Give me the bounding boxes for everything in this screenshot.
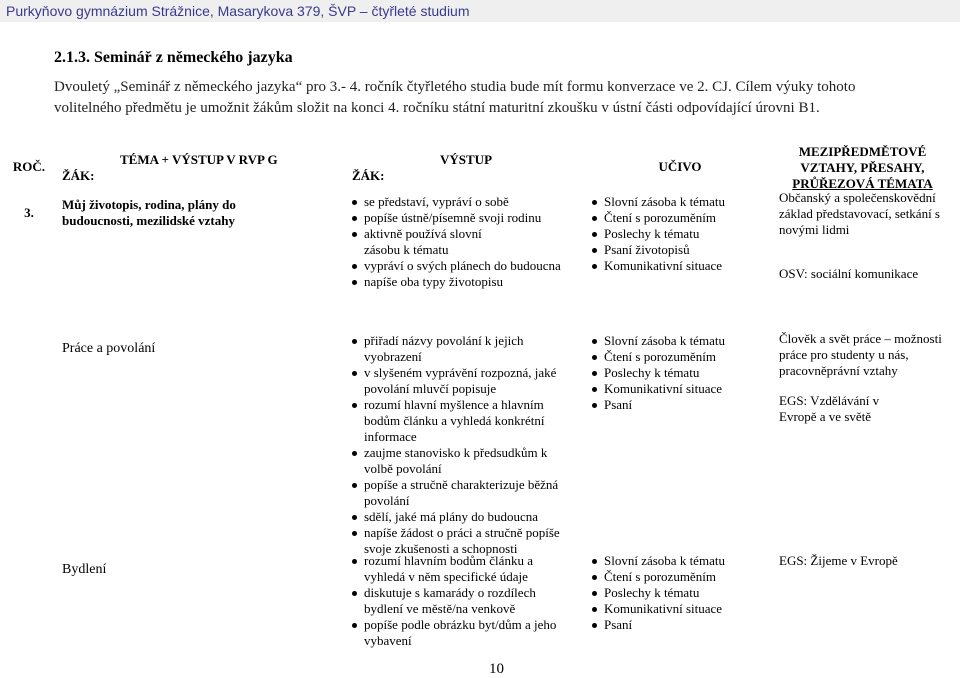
header-tema-line1: TÉMA + VÝSTUP V RVP G bbox=[120, 152, 278, 167]
list-item: aktivně používá slovní zásobu k tématu bbox=[352, 226, 484, 258]
page-number: 10 bbox=[489, 661, 504, 677]
row3-vystup-list bbox=[352, 553, 582, 649]
list-item: Psaní bbox=[592, 617, 762, 633]
header-vystup-line1: VÝSTUP bbox=[440, 152, 493, 167]
row1-vystup-list bbox=[352, 194, 582, 290]
list-item: vypráví o svých plánech do budoucna bbox=[352, 258, 582, 274]
header-mezi-line2: VZTAHY, PŘESAHY, bbox=[800, 160, 925, 175]
list-item: napíše žádost o práci a stručně popíše svoje zkušenosti a schopnosti bbox=[352, 525, 582, 557]
list-item: Poslechy k tématu bbox=[592, 585, 762, 601]
list-item: Čtení s porozuměním bbox=[592, 349, 762, 365]
list-item: se představí, vypráví o sobě bbox=[352, 194, 582, 210]
row3-mezi-1: EGS: Žijeme v Evropě bbox=[779, 553, 898, 568]
list-item: popíše podle obrázku byt/dům a jeho vybavení bbox=[352, 617, 569, 649]
row3-tema: Bydlení bbox=[62, 562, 107, 577]
list-item: Psaní bbox=[592, 397, 762, 413]
header-ucivo: UČIVO bbox=[658, 159, 702, 174]
list-item: popíše ústně/písemně svoji rodinu bbox=[352, 210, 582, 226]
list-item: Komunikativní situace bbox=[592, 381, 762, 397]
header-tema bbox=[62, 152, 322, 184]
list-item: Slovní zásoba k tématu bbox=[592, 333, 762, 349]
list-item: Komunikativní situace bbox=[592, 601, 762, 617]
list-item: Čtení s porozuměním bbox=[592, 569, 762, 585]
header-rocnik: ROČ. bbox=[12, 159, 46, 174]
row2-vystup-list bbox=[352, 333, 582, 557]
row2-mezi-1: Člověk a svět práce – možnosti práce pro studenty u nás, pracovněprávní vztahy bbox=[779, 331, 942, 378]
header-text: Purkyňovo gymnázium Strážnice, Masarykova 379, ŠVP – čtyřleté studium bbox=[6, 3, 470, 19]
list-item: napíše oba typy životopisu bbox=[352, 274, 582, 290]
list-item: Poslechy k tématu bbox=[592, 226, 762, 242]
list-item: Čtení s porozuměním bbox=[592, 210, 762, 226]
list-item: přiřadí názvy povolání k jejich vyobrazení bbox=[352, 333, 549, 365]
list-item: rozumí hlavním bodům článku a vyhledá v něm specifické údaje bbox=[352, 553, 564, 585]
row1-rocnik: 3. bbox=[24, 205, 34, 220]
list-item: popíše a stručně charakterizuje běžná povolání bbox=[352, 477, 582, 509]
row2-ucivo-list bbox=[592, 333, 762, 413]
list-item: diskutuje s kamarády o rozdílech bydlení ve městě/na venkově bbox=[352, 585, 564, 617]
header-mezi-line3: PRŮŘEZOVÁ TÉMATA bbox=[792, 176, 933, 191]
list-item: rozumí hlavní myšlence a hlavním bodům článku a vyhledá konkrétní informace bbox=[352, 397, 569, 445]
row2-tema: Práce a povolání bbox=[62, 341, 156, 356]
list-item: Slovní zásoba k tématu bbox=[592, 553, 762, 569]
intro-paragraph: Dvouletý „Seminář z německého jazyka“ pro 3.- 4. ročník čtyřletého studia bude mít formu konverzace ve 2. CJ. Cílem výuky tohoto volitelného předmětu je umožnit žákům složit na konci 4. ročníku státní maturitní zkoušku v ústní části odpovídající úrovni B1. bbox=[54, 79, 856, 116]
row1-mezi-1: Občanský a společenskovědní základ představovací, setkání s novými lidmi bbox=[779, 190, 940, 237]
list-item: Psaní životopisů bbox=[592, 242, 762, 258]
row1-ucivo-list bbox=[592, 194, 762, 274]
list-item: Poslechy k tématu bbox=[592, 365, 762, 381]
header-mezi-line1: MEZIPŘEDMĚTOVÉ bbox=[798, 144, 927, 159]
row3-ucivo-list bbox=[592, 553, 762, 633]
header-vystup-line2: ŽÁK: bbox=[352, 168, 385, 183]
row1-mezi-2: OSV: sociální komunikace bbox=[779, 266, 919, 281]
header-mezi bbox=[770, 144, 955, 192]
header-vystup bbox=[352, 152, 582, 184]
row2-mezi-2: EGS: Vzdělávání v Evropě a ve světě bbox=[779, 393, 880, 424]
list-item: v slyšeném vyprávění rozpozná, jaké povolání mluvčí popisuje bbox=[352, 365, 582, 397]
section-title: 2.1.3. Seminář z německého jazyka bbox=[54, 49, 293, 66]
list-item: zaujme stanovisko k předsudkům k volbě povolání bbox=[352, 445, 564, 477]
row1-tema: Můj životopis, rodina, plány do budoucnosti, mezilidské vztahy bbox=[62, 197, 236, 228]
page-header bbox=[0, 0, 960, 22]
list-item: sdělí, jaké má plány do budoucna bbox=[352, 509, 582, 525]
list-item: Slovní zásoba k tématu bbox=[592, 194, 762, 210]
list-item: Komunikativní situace bbox=[592, 258, 762, 274]
header-tema-line2: ŽÁK: bbox=[62, 168, 95, 183]
